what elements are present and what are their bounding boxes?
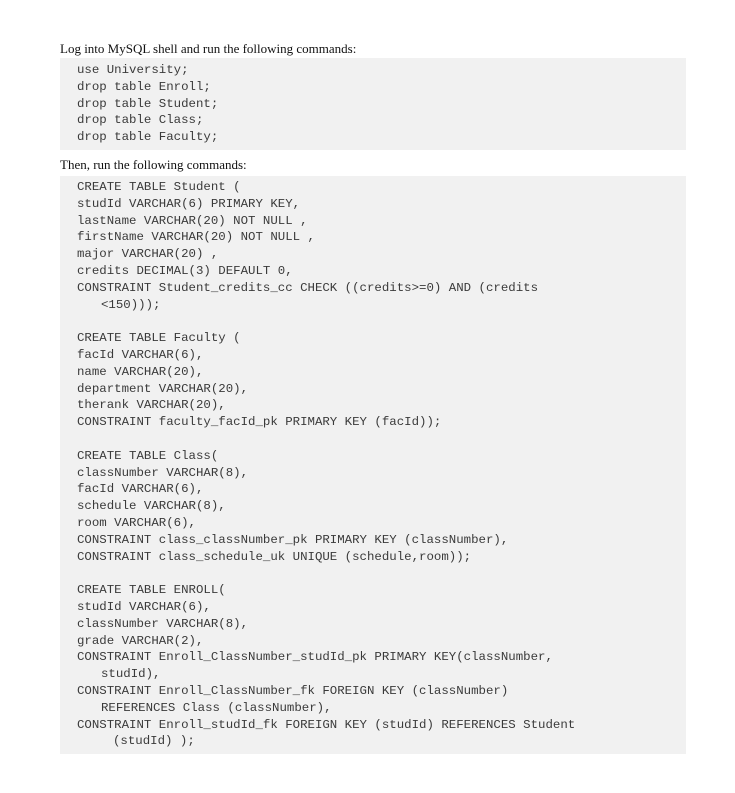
code-line: CREATE TABLE Faculty (: [77, 331, 241, 346]
code-line: grade VARCHAR(2),: [77, 633, 204, 648]
code-line: CONSTRAINT faculty_facId_pk PRIMARY KEY (facId));: [77, 415, 442, 430]
code-line: schedule VARCHAR(8),: [77, 499, 226, 514]
code-line-continuation: studId),: [101, 667, 161, 682]
code-line-continuation: REFERENCES Class (classNumber),: [101, 700, 332, 715]
code-line: CONSTRAINT Enroll_ClassNumber_studId_pk PRIMARY KEY(classNumber,: [77, 650, 553, 665]
code-line: CONSTRAINT Enroll_ClassNumber_fk FOREIGN KEY (classNumber): [77, 683, 509, 698]
code-line: CONSTRAINT Student_credits_cc CHECK ((credits>=0) AND (credits: [77, 280, 539, 295]
code-block-drop-tables: [60, 58, 686, 150]
code-line: drop table Enroll;: [77, 79, 211, 94]
code-line: classNumber VARCHAR(8),: [77, 616, 249, 631]
code-line-blank: [77, 431, 686, 448]
code-line-continuation: <150)));: [101, 297, 161, 312]
code-line: CONSTRAINT class_classNumber_pk PRIMARY KEY (classNumber),: [77, 532, 509, 547]
then-instruction: Then, run the following commands:: [60, 157, 247, 172]
code-line: department VARCHAR(20),: [77, 381, 249, 396]
code-line: CREATE TABLE ENROLL(: [77, 583, 226, 598]
code-line-blank: [77, 565, 686, 582]
code-line: drop table Faculty;: [77, 130, 219, 145]
code-line: major VARCHAR(20) ,: [77, 247, 219, 262]
code-line: use University;: [77, 63, 189, 77]
code-line: classNumber VARCHAR(8),: [77, 465, 249, 480]
code-line: CONSTRAINT class_schedule_uk UNIQUE (schedule,room));: [77, 549, 472, 564]
code-line: therank VARCHAR(20),: [77, 398, 226, 413]
code-line: name VARCHAR(20),: [77, 364, 204, 379]
code-line: firstName VARCHAR(20) NOT NULL ,: [77, 230, 315, 245]
code-line: facId VARCHAR(6),: [77, 347, 204, 362]
code-line: credits DECIMAL(3) DEFAULT 0,: [77, 263, 293, 278]
code-line: CREATE TABLE Student (: [77, 180, 241, 194]
code-line-continuation: (studId) );: [113, 734, 195, 749]
code-line: room VARCHAR(6),: [77, 515, 196, 530]
code-line-blank: [77, 313, 686, 330]
code-line: studId VARCHAR(6),: [77, 599, 211, 614]
code-line: drop table Student;: [77, 96, 219, 111]
code-line: lastName VARCHAR(20) NOT NULL ,: [77, 213, 308, 228]
code-line: CONSTRAINT Enroll_studId_fk FOREIGN KEY (studId) REFERENCES Student: [77, 717, 576, 732]
code-block-create-tables: [60, 176, 686, 754]
code-line: drop table Class;: [77, 113, 204, 128]
code-line: facId VARCHAR(6),: [77, 482, 204, 497]
code-line: studId VARCHAR(6) PRIMARY KEY,: [77, 196, 301, 211]
intro-instruction: Log into MySQL shell and run the following commands:: [60, 41, 357, 56]
code-line: CREATE TABLE Class(: [77, 448, 219, 463]
